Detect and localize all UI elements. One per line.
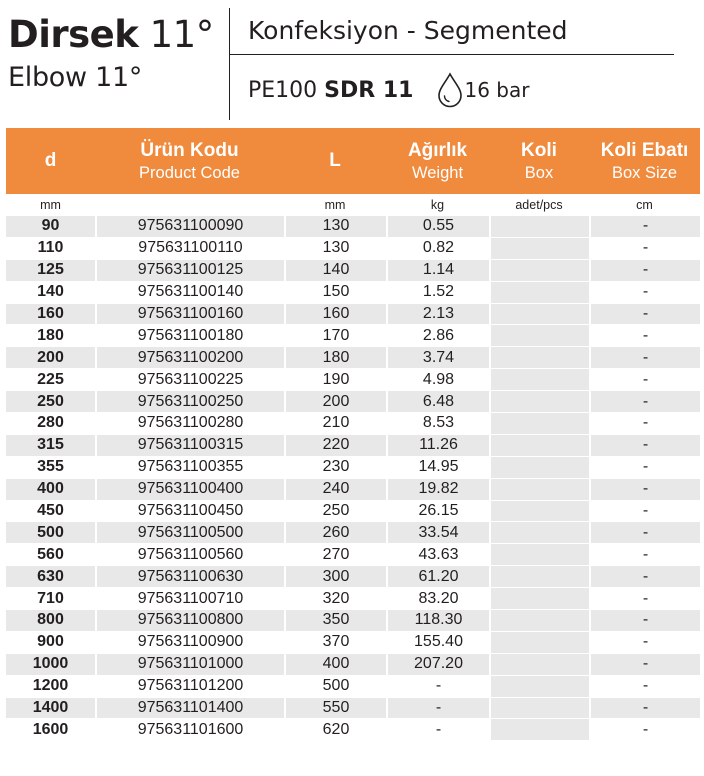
cell-box-size: -	[589, 654, 700, 676]
cell-length: 400	[284, 654, 386, 676]
cell-box-size: -	[589, 347, 700, 369]
unit-box: adet/pcs	[515, 198, 563, 212]
table-row	[6, 610, 700, 632]
title-block	[8, 14, 223, 94]
cell-product-code: 975631100160	[95, 304, 284, 326]
cell-box-size: -	[589, 676, 700, 698]
cell-box-size: -	[589, 216, 700, 238]
cell-box	[489, 391, 589, 413]
table-row	[6, 676, 700, 698]
cell-d: 160	[6, 304, 95, 326]
cell-box-size: -	[589, 282, 700, 304]
cell-box	[489, 325, 589, 347]
cell-product-code: 975631101200	[95, 676, 284, 698]
cell-weight: 8.53	[386, 413, 489, 435]
cell-product-code: 975631101400	[95, 698, 284, 720]
cell-length: 180	[284, 347, 386, 369]
unit-product-code	[95, 194, 284, 216]
cell-product-code: 975631100250	[95, 391, 284, 413]
unit-length: mm	[324, 198, 346, 212]
cell-length: 160	[284, 304, 386, 326]
cell-product-code: 975631100200	[95, 347, 284, 369]
table-row	[6, 216, 700, 238]
cell-weight: 118.30	[386, 610, 489, 632]
cell-weight: 26.15	[386, 501, 489, 523]
table-row	[6, 501, 700, 523]
table-row	[6, 566, 700, 588]
cell-box	[489, 719, 589, 741]
cell-box	[489, 238, 589, 260]
cell-box-size: -	[589, 325, 700, 347]
cell-product-code: 975631100560	[95, 544, 284, 566]
table-row	[6, 304, 700, 326]
cell-box	[489, 347, 589, 369]
cell-weight: 0.55	[386, 216, 489, 238]
table-row	[6, 325, 700, 347]
cell-weight: 155.40	[386, 632, 489, 654]
cell-box-size: -	[589, 391, 700, 413]
cell-box	[489, 566, 589, 588]
cell-box	[489, 457, 589, 479]
cell-weight: 61.20	[386, 566, 489, 588]
cell-box	[489, 588, 589, 610]
header-length: L	[284, 128, 386, 194]
pressure-label: 16 bar	[464, 78, 530, 102]
cell-product-code: 975631100355	[95, 457, 284, 479]
cell-length: 130	[284, 238, 386, 260]
cell-product-code: 975631100450	[95, 501, 284, 523]
cell-product-code: 975631100400	[95, 479, 284, 501]
cell-d: 250	[6, 391, 95, 413]
cell-product-code: 975631101000	[95, 654, 284, 676]
table-row	[6, 347, 700, 369]
cell-length: 220	[284, 435, 386, 457]
cell-box-size: -	[589, 238, 700, 260]
horizontal-divider	[230, 54, 674, 55]
table-row	[6, 654, 700, 676]
table-row	[6, 391, 700, 413]
cell-product-code: 975631100800	[95, 610, 284, 632]
cell-d: 110	[6, 238, 95, 260]
cell-product-code: 975631100280	[95, 413, 284, 435]
cell-weight: 2.86	[386, 325, 489, 347]
cell-box-size: -	[589, 522, 700, 544]
table-header	[6, 128, 700, 194]
cell-d: 450	[6, 501, 95, 523]
units-row	[6, 194, 700, 216]
cell-product-code: 975631100090	[95, 216, 284, 238]
cell-box	[489, 501, 589, 523]
cell-box	[489, 260, 589, 282]
cell-box	[489, 413, 589, 435]
table-row	[6, 260, 700, 282]
cell-length: 550	[284, 698, 386, 720]
header-product-code: Ürün Kodu Product Code	[95, 128, 284, 194]
cell-box-size: -	[589, 479, 700, 501]
cell-product-code: 975631100500	[95, 522, 284, 544]
cell-d: 355	[6, 457, 95, 479]
cell-d: 900	[6, 632, 95, 654]
page-title-english: Elbow 11°	[8, 62, 143, 93]
table-row	[6, 238, 700, 260]
cell-length: 200	[284, 391, 386, 413]
cell-box-size: -	[589, 369, 700, 391]
cell-product-code: 975631100110	[95, 238, 284, 260]
sdr-label: SDR 11	[324, 77, 414, 103]
table-row	[6, 698, 700, 720]
cell-d: 200	[6, 347, 95, 369]
cell-weight: 207.20	[386, 654, 489, 676]
cell-weight: 0.82	[386, 238, 489, 260]
cell-length: 270	[284, 544, 386, 566]
cell-d: 1000	[6, 654, 95, 676]
cell-box-size: -	[589, 413, 700, 435]
cell-box-size: -	[589, 435, 700, 457]
cell-product-code: 975631100125	[95, 260, 284, 282]
cell-weight: 6.48	[386, 391, 489, 413]
cell-length: 170	[284, 325, 386, 347]
cell-weight: 11.26	[386, 435, 489, 457]
cell-length: 240	[284, 479, 386, 501]
cell-product-code: 975631100315	[95, 435, 284, 457]
cell-product-code: 975631100710	[95, 588, 284, 610]
water-drop-icon	[436, 72, 464, 108]
cell-box	[489, 544, 589, 566]
cell-weight: -	[386, 719, 489, 741]
table-row	[6, 457, 700, 479]
cell-weight: 43.63	[386, 544, 489, 566]
cell-box-size: -	[589, 610, 700, 632]
cell-length: 500	[284, 676, 386, 698]
cell-weight: 83.20	[386, 588, 489, 610]
cell-d: 800	[6, 610, 95, 632]
cell-d: 125	[6, 260, 95, 282]
cell-length: 620	[284, 719, 386, 741]
cell-length: 260	[284, 522, 386, 544]
header-box-size: Koli Ebatı Box Size	[589, 128, 700, 194]
table-row	[6, 632, 700, 654]
cell-box-size: -	[589, 501, 700, 523]
page-subtitle: Konfeksiyon - Segmented	[248, 16, 568, 45]
cell-product-code: 975631100180	[95, 325, 284, 347]
cell-box-size: -	[589, 588, 700, 610]
cell-d: 140	[6, 282, 95, 304]
cell-length: 350	[284, 610, 386, 632]
cell-product-code: 975631100630	[95, 566, 284, 588]
cell-box	[489, 435, 589, 457]
table-row	[6, 435, 700, 457]
cell-length: 230	[284, 457, 386, 479]
cell-box-size: -	[589, 457, 700, 479]
cell-box	[489, 632, 589, 654]
cell-d: 315	[6, 435, 95, 457]
cell-box	[489, 522, 589, 544]
cell-weight: 4.98	[386, 369, 489, 391]
title-angle: 11°	[149, 13, 214, 56]
cell-box-size: -	[589, 719, 700, 741]
cell-box-size: -	[589, 260, 700, 282]
cell-length: 140	[284, 260, 386, 282]
cell-product-code: 975631100140	[95, 282, 284, 304]
table-row	[6, 522, 700, 544]
cell-box-size: -	[589, 304, 700, 326]
cell-d: 400	[6, 479, 95, 501]
table-row	[6, 719, 700, 741]
cell-box	[489, 654, 589, 676]
cell-length: 150	[284, 282, 386, 304]
cell-weight: -	[386, 698, 489, 720]
cell-box-size: -	[589, 698, 700, 720]
cell-length: 130	[284, 216, 386, 238]
cell-length: 210	[284, 413, 386, 435]
cell-d: 1200	[6, 676, 95, 698]
cell-weight: 19.82	[386, 479, 489, 501]
cell-weight: 2.13	[386, 304, 489, 326]
header-d: d	[6, 128, 95, 194]
cell-box-size: -	[589, 544, 700, 566]
cell-box	[489, 282, 589, 304]
cell-product-code: 975631100900	[95, 632, 284, 654]
header-box: Koli Box	[489, 128, 589, 194]
cell-d: 1400	[6, 698, 95, 720]
page-title	[8, 14, 223, 56]
cell-box	[489, 304, 589, 326]
cell-box	[489, 698, 589, 720]
cell-length: 370	[284, 632, 386, 654]
table-row	[6, 282, 700, 304]
table-row	[6, 413, 700, 435]
product-table	[6, 128, 700, 741]
unit-weight: kg	[430, 198, 445, 212]
cell-d: 710	[6, 588, 95, 610]
cell-d: 225	[6, 369, 95, 391]
cell-weight: 33.54	[386, 522, 489, 544]
cell-d: 180	[6, 325, 95, 347]
cell-d: 280	[6, 413, 95, 435]
cell-length: 320	[284, 588, 386, 610]
cell-box	[489, 479, 589, 501]
unit-box-size: cm	[636, 198, 653, 212]
cell-length: 300	[284, 566, 386, 588]
cell-d: 500	[6, 522, 95, 544]
cell-product-code: 975631101600	[95, 719, 284, 741]
cell-box	[489, 369, 589, 391]
cell-d: 560	[6, 544, 95, 566]
cell-weight: 1.14	[386, 260, 489, 282]
table-row	[6, 588, 700, 610]
cell-length: 250	[284, 501, 386, 523]
cell-box	[489, 216, 589, 238]
cell-product-code: 975631100225	[95, 369, 284, 391]
spec-line	[248, 72, 529, 108]
cell-length: 190	[284, 369, 386, 391]
cell-box-size: -	[589, 566, 700, 588]
cell-box-size: -	[589, 632, 700, 654]
material-label: PE100	[248, 77, 318, 103]
cell-d: 630	[6, 566, 95, 588]
vertical-divider	[229, 8, 230, 120]
cell-weight: 3.74	[386, 347, 489, 369]
table-row	[6, 544, 700, 566]
cell-d: 1600	[6, 719, 95, 741]
title-tr-bold: Dirsek	[8, 13, 139, 56]
table-row	[6, 479, 700, 501]
cell-box	[489, 610, 589, 632]
unit-d: mm	[40, 198, 61, 212]
cell-weight: -	[386, 676, 489, 698]
header-weight: Ağırlık Weight	[386, 128, 489, 194]
cell-d: 90	[6, 216, 95, 238]
cell-weight: 1.52	[386, 282, 489, 304]
cell-box	[489, 676, 589, 698]
table-row	[6, 369, 700, 391]
cell-weight: 14.95	[386, 457, 489, 479]
